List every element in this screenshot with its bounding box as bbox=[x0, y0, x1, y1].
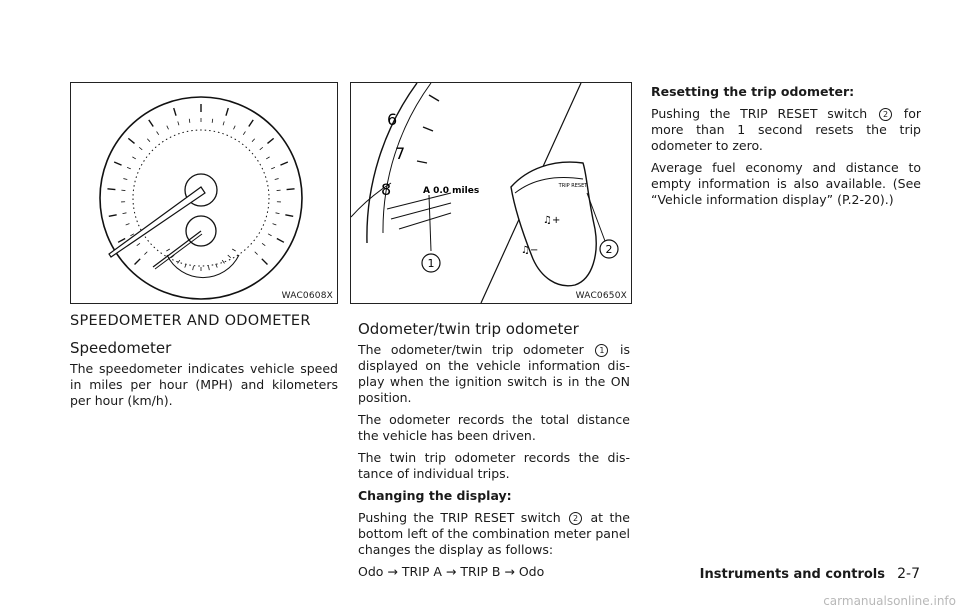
speedometer-figure bbox=[70, 82, 338, 304]
odometer-display-text: A 0.0 miles bbox=[423, 186, 480, 196]
speedometer-paragraph: The speedometer indicates vehicle speed in miles per hour (MPH) and kilometers per hour (km/h). bbox=[70, 361, 338, 408]
section-title: SPEEDOMETER AND ODOMETER bbox=[70, 313, 311, 329]
speedometer-heading: Speedometer bbox=[70, 339, 172, 357]
text-run: is displayed on the vehicle information dis-play when the ignition switch is in the ON position. bbox=[358, 342, 630, 405]
text-run: at the bottom left of the combination meter panel changes the display as follows: bbox=[358, 510, 630, 557]
footer-section: Instruments and controls bbox=[699, 567, 885, 582]
text-run: The odometer/twin trip odometer bbox=[358, 342, 584, 357]
odometer-figure bbox=[350, 82, 632, 304]
callout-ref-2: 2 bbox=[879, 108, 892, 121]
odometer-paragraph-3: The twin trip odometer records the dis-tance of individual trips. bbox=[358, 450, 630, 481]
odometer-heading: Odometer/twin trip odometer bbox=[358, 320, 579, 338]
reset-paragraph-1 bbox=[651, 106, 921, 154]
column-3 bbox=[651, 84, 921, 214]
reset-heading: Resetting the trip odometer: bbox=[651, 84, 855, 99]
odometer-paragraph-1 bbox=[358, 342, 630, 406]
speedometer-illustration bbox=[71, 83, 337, 303]
callout-1: 1 bbox=[427, 257, 435, 270]
changing-display-heading: Changing the display: bbox=[358, 488, 512, 503]
figure-code: WAC0650X bbox=[575, 291, 627, 301]
odometer-paragraph-4 bbox=[358, 510, 630, 558]
page-number: 2-7 bbox=[897, 566, 920, 582]
dial-number-7: 7 bbox=[395, 144, 406, 163]
odometer-illustration bbox=[351, 83, 631, 303]
page-footer bbox=[700, 566, 920, 582]
display-sequence: Odo → TRIP A → TRIP B → Odo bbox=[358, 564, 545, 579]
figure-code: WAC0608X bbox=[281, 291, 333, 301]
dial-number-6: 6 bbox=[387, 110, 398, 129]
callout-2: 2 bbox=[605, 243, 613, 256]
vol-plus-icon: ♫+ bbox=[543, 215, 561, 226]
callout-ref-2: 2 bbox=[569, 512, 582, 525]
watermark: carmanualsonline.info bbox=[823, 594, 956, 608]
text-run: for more than 1 second resets the trip odometer to zero. bbox=[651, 106, 921, 153]
reset-paragraph-2: Average fuel economy and distance to empty information is also available. (See “Vehicle information display” (P.2-20).) bbox=[651, 160, 921, 207]
text-run: Pushing the TRIP RESET switch bbox=[651, 106, 868, 121]
dial-number-8: 8 bbox=[381, 180, 392, 199]
vol-minus-icon: ♫− bbox=[521, 245, 539, 256]
trip-reset-label: TRIP RESET bbox=[558, 183, 588, 189]
text-run: Pushing the TRIP RESET switch bbox=[358, 510, 561, 525]
odometer-paragraph-2: The odometer records the total distance the vehicle has been driven. bbox=[358, 412, 630, 443]
column-2 bbox=[358, 320, 630, 586]
callout-ref-1: 1 bbox=[595, 344, 608, 357]
column-1 bbox=[70, 313, 338, 415]
